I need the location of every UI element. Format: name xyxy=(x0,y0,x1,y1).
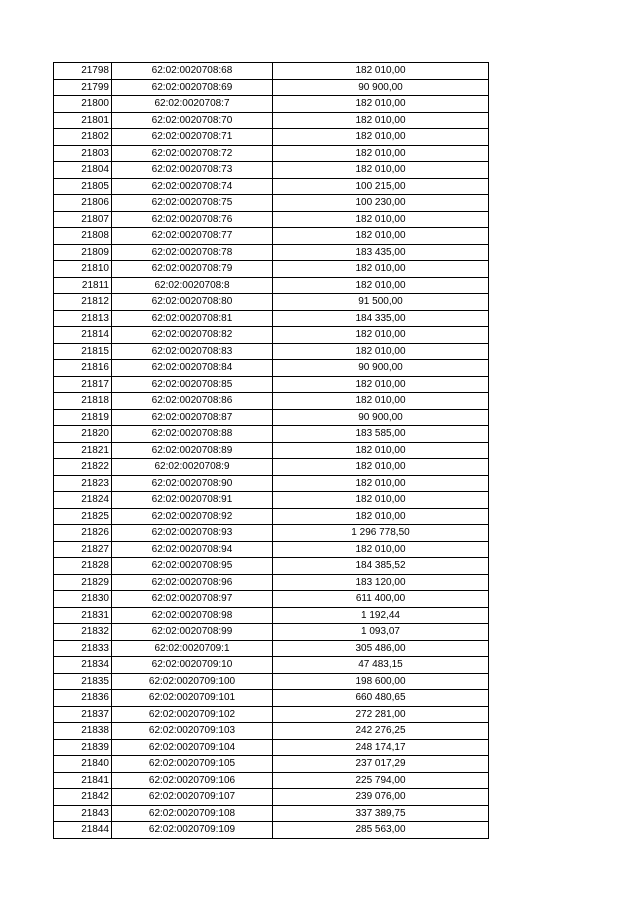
table-row xyxy=(54,277,489,294)
value-cell: 184 385,52 xyxy=(273,558,489,575)
value-cell: 182 010,00 xyxy=(273,442,489,459)
table-row xyxy=(54,294,489,311)
table-row xyxy=(54,657,489,674)
row-number-cell: 21810 xyxy=(54,261,112,278)
row-number-cell: 21839 xyxy=(54,739,112,756)
cadastral-number-cell: 62:02:0020708:9 xyxy=(112,459,273,476)
row-number-cell: 21798 xyxy=(54,63,112,80)
row-number-cell: 21842 xyxy=(54,789,112,806)
table-row xyxy=(54,805,489,822)
table-row xyxy=(54,96,489,113)
value-cell: 100 230,00 xyxy=(273,195,489,212)
row-number-cell: 21800 xyxy=(54,96,112,113)
row-number-cell: 21825 xyxy=(54,508,112,525)
row-number-cell: 21838 xyxy=(54,723,112,740)
value-cell: 1 192,44 xyxy=(273,607,489,624)
value-cell: 198 600,00 xyxy=(273,673,489,690)
row-number-cell: 21803 xyxy=(54,145,112,162)
cadastral-number-cell: 62:02:0020708:98 xyxy=(112,607,273,624)
cadastral-value-table xyxy=(53,62,489,839)
value-cell: 184 335,00 xyxy=(273,310,489,327)
cadastral-number-cell: 62:02:0020709:105 xyxy=(112,756,273,773)
cadastral-number-cell: 62:02:0020708:73 xyxy=(112,162,273,179)
row-number-cell: 21834 xyxy=(54,657,112,674)
row-number-cell: 21807 xyxy=(54,211,112,228)
cadastral-number-cell: 62:02:0020708:78 xyxy=(112,244,273,261)
table-row xyxy=(54,508,489,525)
value-cell: 47 483,15 xyxy=(273,657,489,674)
row-number-cell: 21817 xyxy=(54,376,112,393)
cadastral-number-cell: 62:02:0020708:92 xyxy=(112,508,273,525)
row-number-cell: 21802 xyxy=(54,129,112,146)
value-cell: 182 010,00 xyxy=(273,393,489,410)
cadastral-number-cell: 62:02:0020708:88 xyxy=(112,426,273,443)
table-row xyxy=(54,673,489,690)
cadastral-number-cell: 62:02:0020708:68 xyxy=(112,63,273,80)
row-number-cell: 21840 xyxy=(54,756,112,773)
value-cell: 182 010,00 xyxy=(273,162,489,179)
table-row xyxy=(54,162,489,179)
row-number-cell: 21832 xyxy=(54,624,112,641)
value-cell: 182 010,00 xyxy=(273,277,489,294)
cadastral-number-cell: 62:02:0020708:71 xyxy=(112,129,273,146)
value-cell: 182 010,00 xyxy=(273,492,489,509)
table-row xyxy=(54,343,489,360)
table-row xyxy=(54,690,489,707)
table-row xyxy=(54,772,489,789)
table-row xyxy=(54,706,489,723)
row-number-cell: 21804 xyxy=(54,162,112,179)
value-cell: 248 174,17 xyxy=(273,739,489,756)
value-cell: 182 010,00 xyxy=(273,129,489,146)
table-row xyxy=(54,393,489,410)
cadastral-number-cell: 62:02:0020709:10 xyxy=(112,657,273,674)
row-number-cell: 21806 xyxy=(54,195,112,212)
cadastral-number-cell: 62:02:0020709:102 xyxy=(112,706,273,723)
table-body xyxy=(54,63,489,839)
value-cell: 272 281,00 xyxy=(273,706,489,723)
row-number-cell: 21816 xyxy=(54,360,112,377)
table-row xyxy=(54,624,489,641)
value-cell: 182 010,00 xyxy=(273,541,489,558)
cadastral-number-cell: 62:02:0020708:77 xyxy=(112,228,273,245)
cadastral-number-cell: 62:02:0020708:96 xyxy=(112,574,273,591)
value-cell: 90 900,00 xyxy=(273,360,489,377)
row-number-cell: 21805 xyxy=(54,178,112,195)
table-row xyxy=(54,574,489,591)
row-number-cell: 21835 xyxy=(54,673,112,690)
cadastral-number-cell: 62:02:0020708:8 xyxy=(112,277,273,294)
value-cell: 182 010,00 xyxy=(273,261,489,278)
row-number-cell: 21808 xyxy=(54,228,112,245)
table-row xyxy=(54,261,489,278)
value-cell: 242 276,25 xyxy=(273,723,489,740)
cadastral-number-cell: 62:02:0020708:81 xyxy=(112,310,273,327)
cadastral-number-cell: 62:02:0020708:99 xyxy=(112,624,273,641)
table-row xyxy=(54,228,489,245)
value-cell: 182 010,00 xyxy=(273,475,489,492)
cadastral-number-cell: 62:02:0020708:94 xyxy=(112,541,273,558)
row-number-cell: 21799 xyxy=(54,79,112,96)
cadastral-number-cell: 62:02:0020708:72 xyxy=(112,145,273,162)
cadastral-number-cell: 62:02:0020708:74 xyxy=(112,178,273,195)
cadastral-number-cell: 62:02:0020709:101 xyxy=(112,690,273,707)
value-cell: 285 563,00 xyxy=(273,822,489,839)
row-number-cell: 21809 xyxy=(54,244,112,261)
table-row xyxy=(54,607,489,624)
table-row xyxy=(54,541,489,558)
table-row xyxy=(54,327,489,344)
value-cell: 660 480,65 xyxy=(273,690,489,707)
value-cell: 225 794,00 xyxy=(273,772,489,789)
table-row xyxy=(54,723,489,740)
cadastral-number-cell: 62:02:0020708:76 xyxy=(112,211,273,228)
table-row xyxy=(54,789,489,806)
cadastral-number-cell: 62:02:0020709:103 xyxy=(112,723,273,740)
table-row xyxy=(54,79,489,96)
value-cell: 91 500,00 xyxy=(273,294,489,311)
value-cell: 337 389,75 xyxy=(273,805,489,822)
value-cell: 1 296 778,50 xyxy=(273,525,489,542)
cadastral-number-cell: 62:02:0020708:91 xyxy=(112,492,273,509)
table-row xyxy=(54,756,489,773)
row-number-cell: 21814 xyxy=(54,327,112,344)
table-row xyxy=(54,409,489,426)
row-number-cell: 21819 xyxy=(54,409,112,426)
cadastral-number-cell: 62:02:0020708:85 xyxy=(112,376,273,393)
table-row xyxy=(54,63,489,80)
value-cell: 182 010,00 xyxy=(273,63,489,80)
value-cell: 182 010,00 xyxy=(273,327,489,344)
value-cell: 237 017,29 xyxy=(273,756,489,773)
table-row xyxy=(54,640,489,657)
value-cell: 90 900,00 xyxy=(273,409,489,426)
cadastral-number-cell: 62:02:0020708:70 xyxy=(112,112,273,129)
cadastral-number-cell: 62:02:0020709:1 xyxy=(112,640,273,657)
value-cell: 182 010,00 xyxy=(273,343,489,360)
row-number-cell: 21829 xyxy=(54,574,112,591)
row-number-cell: 21818 xyxy=(54,393,112,410)
cadastral-number-cell: 62:02:0020708:90 xyxy=(112,475,273,492)
row-number-cell: 21822 xyxy=(54,459,112,476)
table-row xyxy=(54,195,489,212)
cadastral-number-cell: 62:02:0020708:87 xyxy=(112,409,273,426)
table-row xyxy=(54,442,489,459)
value-cell: 611 400,00 xyxy=(273,591,489,608)
value-cell: 183 120,00 xyxy=(273,574,489,591)
cadastral-number-cell: 62:02:0020709:107 xyxy=(112,789,273,806)
cadastral-number-cell: 62:02:0020709:106 xyxy=(112,772,273,789)
value-cell: 182 010,00 xyxy=(273,459,489,476)
table-row xyxy=(54,739,489,756)
row-number-cell: 21813 xyxy=(54,310,112,327)
cadastral-number-cell: 62:02:0020708:69 xyxy=(112,79,273,96)
row-number-cell: 21827 xyxy=(54,541,112,558)
row-number-cell: 21801 xyxy=(54,112,112,129)
cadastral-number-cell: 62:02:0020708:84 xyxy=(112,360,273,377)
row-number-cell: 21837 xyxy=(54,706,112,723)
row-number-cell: 21833 xyxy=(54,640,112,657)
cadastral-number-cell: 62:02:0020708:82 xyxy=(112,327,273,344)
table-row xyxy=(54,492,489,509)
value-cell: 183 435,00 xyxy=(273,244,489,261)
cadastral-number-cell: 62:02:0020708:7 xyxy=(112,96,273,113)
table-row xyxy=(54,376,489,393)
row-number-cell: 21843 xyxy=(54,805,112,822)
table-row xyxy=(54,360,489,377)
table-row xyxy=(54,178,489,195)
row-number-cell: 21821 xyxy=(54,442,112,459)
value-cell: 1 093,07 xyxy=(273,624,489,641)
table-row xyxy=(54,211,489,228)
cadastral-number-cell: 62:02:0020709:100 xyxy=(112,673,273,690)
value-cell: 182 010,00 xyxy=(273,508,489,525)
value-cell: 182 010,00 xyxy=(273,211,489,228)
row-number-cell: 21823 xyxy=(54,475,112,492)
value-cell: 305 486,00 xyxy=(273,640,489,657)
table-row xyxy=(54,459,489,476)
value-cell: 182 010,00 xyxy=(273,96,489,113)
value-cell: 182 010,00 xyxy=(273,228,489,245)
value-cell: 90 900,00 xyxy=(273,79,489,96)
table-row xyxy=(54,558,489,575)
cadastral-number-cell: 62:02:0020708:86 xyxy=(112,393,273,410)
row-number-cell: 21815 xyxy=(54,343,112,360)
table-row xyxy=(54,112,489,129)
value-cell: 183 585,00 xyxy=(273,426,489,443)
row-number-cell: 21831 xyxy=(54,607,112,624)
cadastral-number-cell: 62:02:0020708:83 xyxy=(112,343,273,360)
value-cell: 239 076,00 xyxy=(273,789,489,806)
table-row xyxy=(54,475,489,492)
table-row xyxy=(54,145,489,162)
cadastral-number-cell: 62:02:0020709:104 xyxy=(112,739,273,756)
row-number-cell: 21841 xyxy=(54,772,112,789)
table-row xyxy=(54,310,489,327)
table-row xyxy=(54,244,489,261)
cadastral-number-cell: 62:02:0020708:93 xyxy=(112,525,273,542)
cadastral-number-cell: 62:02:0020708:89 xyxy=(112,442,273,459)
row-number-cell: 21836 xyxy=(54,690,112,707)
table-row xyxy=(54,591,489,608)
cadastral-number-cell: 62:02:0020708:80 xyxy=(112,294,273,311)
cadastral-number-cell: 62:02:0020708:79 xyxy=(112,261,273,278)
row-number-cell: 21812 xyxy=(54,294,112,311)
row-number-cell: 21830 xyxy=(54,591,112,608)
value-cell: 182 010,00 xyxy=(273,376,489,393)
value-cell: 182 010,00 xyxy=(273,145,489,162)
cadastral-number-cell: 62:02:0020708:97 xyxy=(112,591,273,608)
row-number-cell: 21828 xyxy=(54,558,112,575)
row-number-cell: 21826 xyxy=(54,525,112,542)
cadastral-number-cell: 62:02:0020708:95 xyxy=(112,558,273,575)
cadastral-number-cell: 62:02:0020708:75 xyxy=(112,195,273,212)
value-cell: 100 215,00 xyxy=(273,178,489,195)
row-number-cell: 21844 xyxy=(54,822,112,839)
row-number-cell: 21820 xyxy=(54,426,112,443)
row-number-cell: 21824 xyxy=(54,492,112,509)
table-row xyxy=(54,822,489,839)
cadastral-number-cell: 62:02:0020709:108 xyxy=(112,805,273,822)
table-row xyxy=(54,129,489,146)
value-cell: 182 010,00 xyxy=(273,112,489,129)
cadastral-number-cell: 62:02:0020709:109 xyxy=(112,822,273,839)
row-number-cell: 21811 xyxy=(54,277,112,294)
table-row xyxy=(54,426,489,443)
table-row xyxy=(54,525,489,542)
